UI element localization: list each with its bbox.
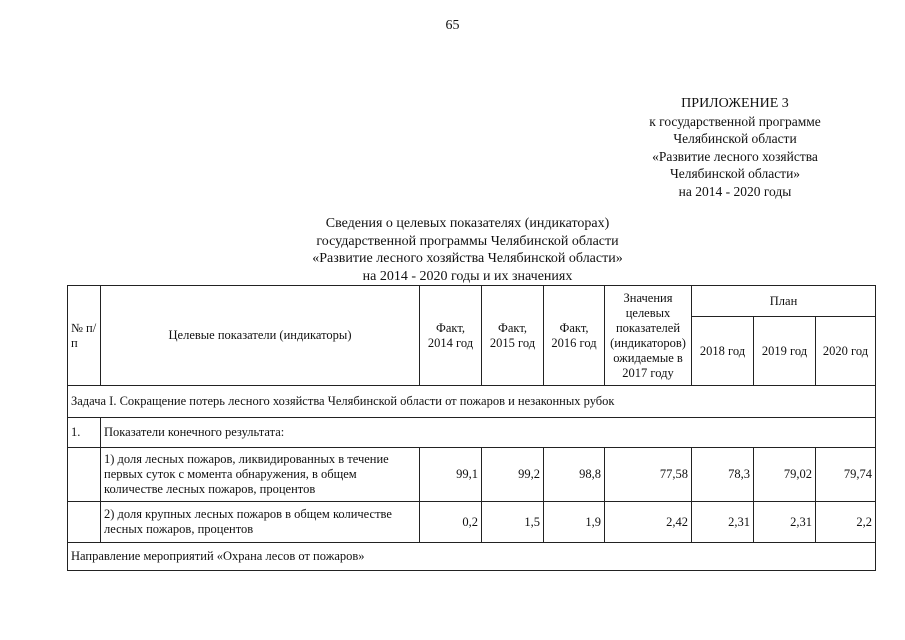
value-fact-2014: 99,1 xyxy=(420,448,482,502)
direction-row xyxy=(68,543,876,571)
section-number: 1. xyxy=(68,418,101,448)
appendix-line: Челябинской области» xyxy=(669,166,801,181)
value-plan-2019: 79,02 xyxy=(754,448,816,502)
value-plan-2018: 78,3 xyxy=(692,448,754,502)
heading-line: «Развитие лесного хозяйства Челябинской области» xyxy=(312,251,623,266)
table-row xyxy=(68,502,876,543)
row-number-cell xyxy=(68,448,101,502)
header-fact-2014: Факт, 2014 год xyxy=(420,286,482,386)
header-fact-2016: Факт, 2016 год xyxy=(544,286,605,386)
task-label: Задача I. Сокращение потерь лесного хозяйства Челябинской области от пожаров и незаконных рубок xyxy=(68,386,876,418)
document-heading xyxy=(200,215,735,285)
heading-line: на 2014 - 2020 годы и их значениях xyxy=(362,268,573,284)
header-plan-2018: 2018 год xyxy=(692,317,754,386)
value-plan-2018: 2,31 xyxy=(692,502,754,543)
section-row xyxy=(68,418,876,448)
value-expected-2017: 77,58 xyxy=(605,448,692,502)
header-plan: План xyxy=(692,286,876,317)
header-number: № п/п xyxy=(68,286,101,386)
value-plan-2020: 2,2 xyxy=(816,502,876,543)
task-row xyxy=(68,386,876,418)
appendix-line: «Развитие лесного хозяйства xyxy=(652,148,818,164)
heading-line: Сведения о целевых показателях (индикаторах) xyxy=(325,216,610,231)
row-number-cell xyxy=(68,502,101,543)
value-fact-2016: 1,9 xyxy=(544,502,605,543)
header-plan-2019: 2019 год xyxy=(754,317,816,386)
header-plan-2020: 2020 год xyxy=(816,317,876,386)
appendix-line: к государственной программе xyxy=(649,113,821,129)
header-row xyxy=(68,286,876,317)
value-plan-2019: 2,31 xyxy=(754,502,816,543)
appendix-block xyxy=(560,95,905,200)
indicator-label: 2) доля крупных лесных пожаров в общем количестве лесных пожаров, процентов xyxy=(101,502,420,543)
indicator-label: 1) доля лесных пожаров, ликвидированных в течение первых суток с момента обнаружения, в общем количестве лесных пожаров, процентов xyxy=(101,448,420,502)
appendix-title: ПРИЛОЖЕНИЕ 3 xyxy=(681,96,789,111)
value-fact-2015: 99,2 xyxy=(482,448,544,502)
value-expected-2017: 2,42 xyxy=(605,502,692,543)
value-plan-2020: 79,74 xyxy=(816,448,876,502)
page-number: 65 xyxy=(445,18,460,33)
table-row xyxy=(68,448,876,502)
value-fact-2016: 98,8 xyxy=(544,448,605,502)
direction-label: Направление мероприятий «Охрана лесов от пожаров» xyxy=(68,543,876,571)
header-expected-2017: Значения целевых показателей (индикаторов) ожидаемые в 2017 году xyxy=(605,286,692,386)
appendix-line: Челябинской области xyxy=(673,131,797,146)
heading-line: государственной программы Челябинской области xyxy=(316,233,619,249)
section-label: Показатели конечного результата: xyxy=(101,418,876,448)
header-fact-2015: Факт, 2015 год xyxy=(482,286,544,386)
header-indicators: Целевые показатели (индикаторы) xyxy=(101,286,420,386)
value-fact-2014: 0,2 xyxy=(420,502,482,543)
appendix-line: на 2014 - 2020 годы xyxy=(678,183,792,199)
indicators-table xyxy=(67,285,876,571)
value-fact-2015: 1,5 xyxy=(482,502,544,543)
